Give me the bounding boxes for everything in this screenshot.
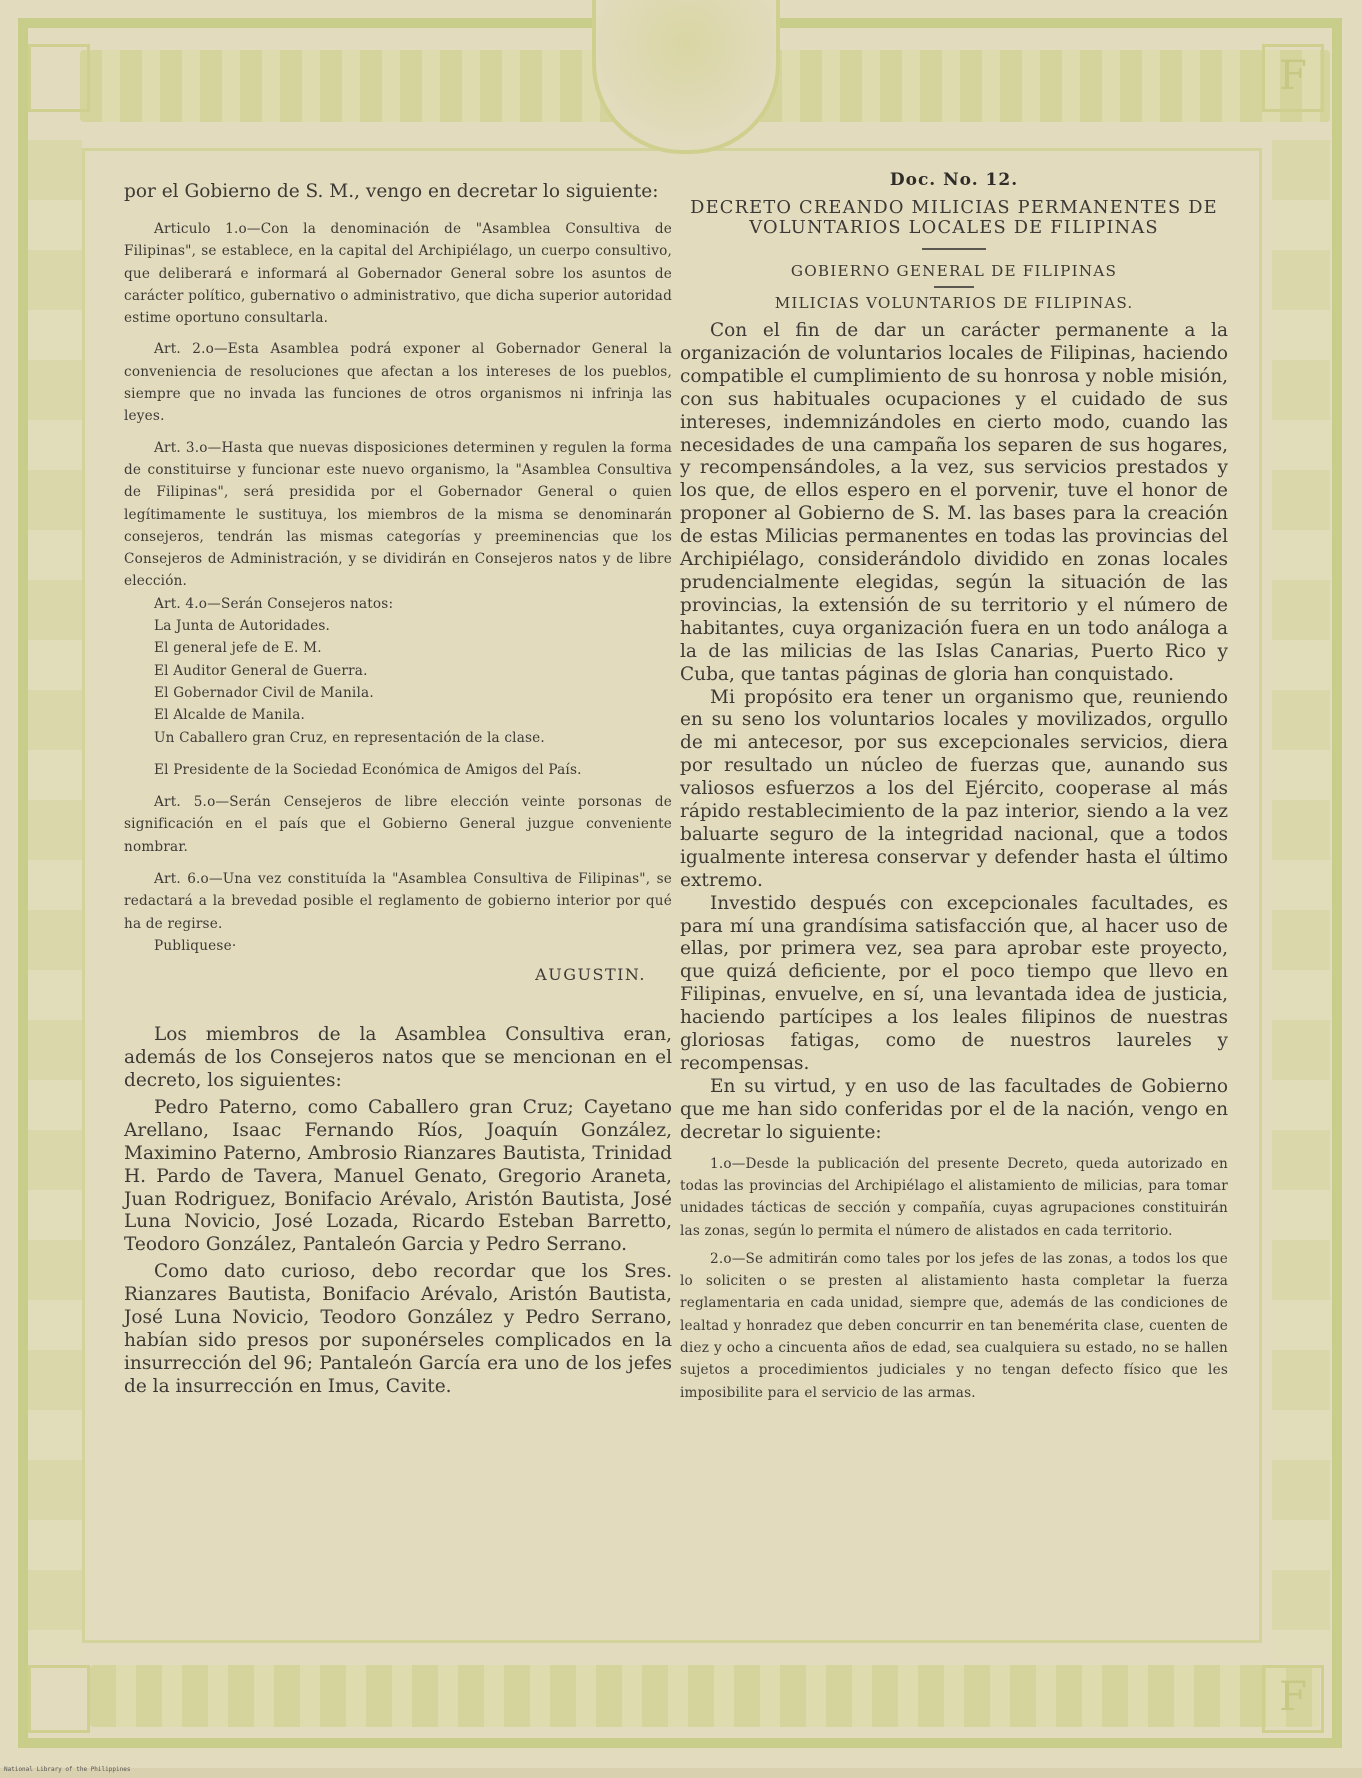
consejero-item: El Auditor General de Guerra. [154, 662, 368, 679]
subheading-gobierno: GOBIERNO GENERAL DE FILIPINAS [790, 262, 1118, 280]
corner-ornament-icon [28, 44, 90, 112]
preamble-3: Investido después con excepcionales facultades, es para mí una grandísima satisfacción que, al hacer uso de ellas, por primera vez, sea para aprobar este proyecto, que quizá deficiente, por el poco tiempo que llevo en Filipinas, envuelve, en sí, una levantada idea de justicia, haciendo partícipes a los leales filipinos de nuestras gloriosas fatigas, como de nuestros laureles y recompensas. [680, 892, 1228, 1074]
subheading-milicias: MILICIAS VOLUNTARIOS DE FILIPINAS. [774, 294, 1134, 312]
article-3: Art. 3.o—Hasta que nuevas disposiciones determinen y regulen la forma de constituirse y funcionar este nuevo organismo, la "Asamblea Consultiva de Filipinas", será presidida por el Gobernador General o quien legítimamente le sustituya, los miembros de la misma se denominarán consejeros, tendrán las mismas categorías y preeminencias que los Consejeros de Administración, y se dividirán en Consejeros natos y de libre elección. [124, 439, 672, 590]
consejero-caballero: Un Caballero gran Cruz, en representación de la clase. [154, 729, 545, 746]
article-6: Art. 6.o—Una vez constituída la "Asamblea Consultiva de Filipinas", se redactará a la brevedad posible el reglamento de gobierno interior por qué ha de regirse. [124, 871, 672, 932]
preamble-2: Mi propósito era tener un organismo que, reuniendo en su seno los voluntarios locales y movilizados, orgullo de mi antecesor, por sus excepcionales servicios, diera por resultado un núcleo de fuerzas que, aunando sus valiosos esfuerzos a los del Ejército, cooperase al más rápido restablecimiento de la paz interior, siendo a la vez baluarte seguro de la integridad nacional, que a todos igualmente interesa conservar y defender hasta el último extremo. [680, 686, 1228, 891]
consejero-item: El Gobernador Civil de Manila. [154, 684, 374, 701]
signature: AUGUSTIN. [535, 965, 646, 985]
consejero-presidente: El Presidente de la Sociedad Económica de Amigos del País. [154, 761, 582, 778]
commentary-members: Los miembros de la Asamblea Consultiva eran, además de los Consejeros natos que se mencionan en el decreto, los siguientes: [124, 1024, 672, 1092]
divider [934, 286, 974, 288]
doc-number: Doc. No. 12. [889, 170, 1019, 190]
consejero-item: La Junta de Autoridades. [154, 618, 331, 635]
article-1: Articulo 1.o—Con la denominación de "Asamblea Consultiva de Filipinas", se establece, en la capital del Archipiélago, un cuerpo consultivo, que deliberará e informará al Gobernador General sobre los asuntos de carácter político, gubernativo o administrativo, que dicha superior autoridad estime oportuno consultarla. [124, 221, 672, 327]
article-4: Art. 4.o—Serán Consejeros natos: [154, 595, 394, 612]
corner-monogram-icon: F [1262, 1665, 1324, 1733]
consejero-item: El Alcalde de Manila. [154, 707, 306, 724]
library-credit: National Library of the Philippines [4, 1766, 131, 1773]
decree-article-2: 2.o—Se admitirán como tales por los jefes de las zonas, a todos los que lo soliciten o se presten al alistamiento hasta completar la fuerza reglamentaria en cada unidad, siempre que, además de las condiciones de lealtad y honradez que deben concurrir en tan benemérita clase, cuenten de diez y ocho a cincuenta años de edad, sea cualquiera su estado, no se hallen sujetos a procedimientos judiciales y no tengan defecto físico que les imposibilite para el servicio de las armas. [680, 1250, 1228, 1401]
article-2: Art. 2.o—Esta Asamblea podrá exponer al Gobernador General la conveniencia de resoluciones que afectan a los intereses de los pueblos, siempre que no invada las funciones de otros organismos ni infrinja las leyes. [124, 341, 672, 425]
corner-ornament-icon [28, 1665, 90, 1733]
decree-intro: por el Gobierno de S. M., vengo en decretar lo siguiente: [124, 181, 659, 202]
preamble-4: En su virtud, y en uso de las facultades de Gobierno que me han sido conferidas por el de la nación, vengo en decretar lo siguiente: [680, 1075, 1228, 1143]
divider [922, 248, 986, 250]
corner-monogram-icon: F [1262, 44, 1324, 112]
consejero-item: El general jefe de E. M. [154, 640, 322, 657]
commentary-curious: Como dato curioso, debo recordar que los Sres. Rianzares Bautista, Bonifacio Arévalo, Aristón Bautista, José Luna Novicio, Teodoro González y Pedro Serrano, habían sido presos por suponérseles complicados en la insurrección del 96; Pantaleón García era uno de los jefes de la insurrección en Imus, Cavite. [124, 1261, 672, 1397]
article-5: Art. 5.o—Serán Censejeros de libre elección veinte porsonas de significación en el país que el Gobierno General juzgue conveniente nombrar. [124, 794, 672, 855]
preamble-1: Con el fin de dar un carácter permanente a la organización de voluntarios locales de Filipinas, haciendo compatible el cumplimiento de su honrosa y noble misión, con sus habituales ocupaciones y el cuidado de sus intereses, indemnizándoles en cierto modo, cuando las necesidades de una campaña los separen de sus hogares, y recompensándoles, a la vez, sus servicios prestados y los que, de ellos espero en el porvenir, tuve el honor de proponer al Gobierno de S. M. las bases para la creación de estas Milicias permanentes en todas las provincias del Archipiélago, considerándolo dividido en zonas locales prudencialmente elegidas, según la situación de las provincias, la extensión de su territorio y el número de habitantes, cuya organización fuera en un todo análoga a la de las milicias de las Islas Canarias, Puerto Rico y Cuba, que tantas páginas de gloria han conquistado. [680, 320, 1228, 685]
left-column [124, 180, 672, 1399]
publiquese: Publiquese· [154, 937, 237, 954]
commentary-names: Pedro Paterno, como Caballero gran Cruz; Cayetano Arellano, Isaac Fernando Ríos, Joaquín González, Maximino Paterno, Ambrosio Rianzares Bautista, Trinidad H. Pardo de Tavera, Manuel Genato, Gregorio Araneta, Juan Rodriguez, Bonifacio Arévalo, Aristón Bautista, José Luna Novicio, José Lozada, Ricardo Esteban Barretto, Teodoro González, Pantaleón Garcia y Pedro Serrano. [124, 1096, 672, 1256]
doc-title: DECRETO CREANDO MILICIAS PERMANENTES DE VOLUNTARIOS LOCALES DE FILIPINAS [690, 197, 1218, 238]
right-column [680, 170, 1228, 1404]
decree-article-1: 1.o—Desde la publicación del presente Decreto, queda autorizado en todas las provincias del Archipiélago el alistamiento de milicias, para tomar unidades tácticas de sección y compañía, cuyas agrupaciones constituirán las zonas, según lo permita el número de alistados en cada territorio. [680, 1155, 1228, 1239]
